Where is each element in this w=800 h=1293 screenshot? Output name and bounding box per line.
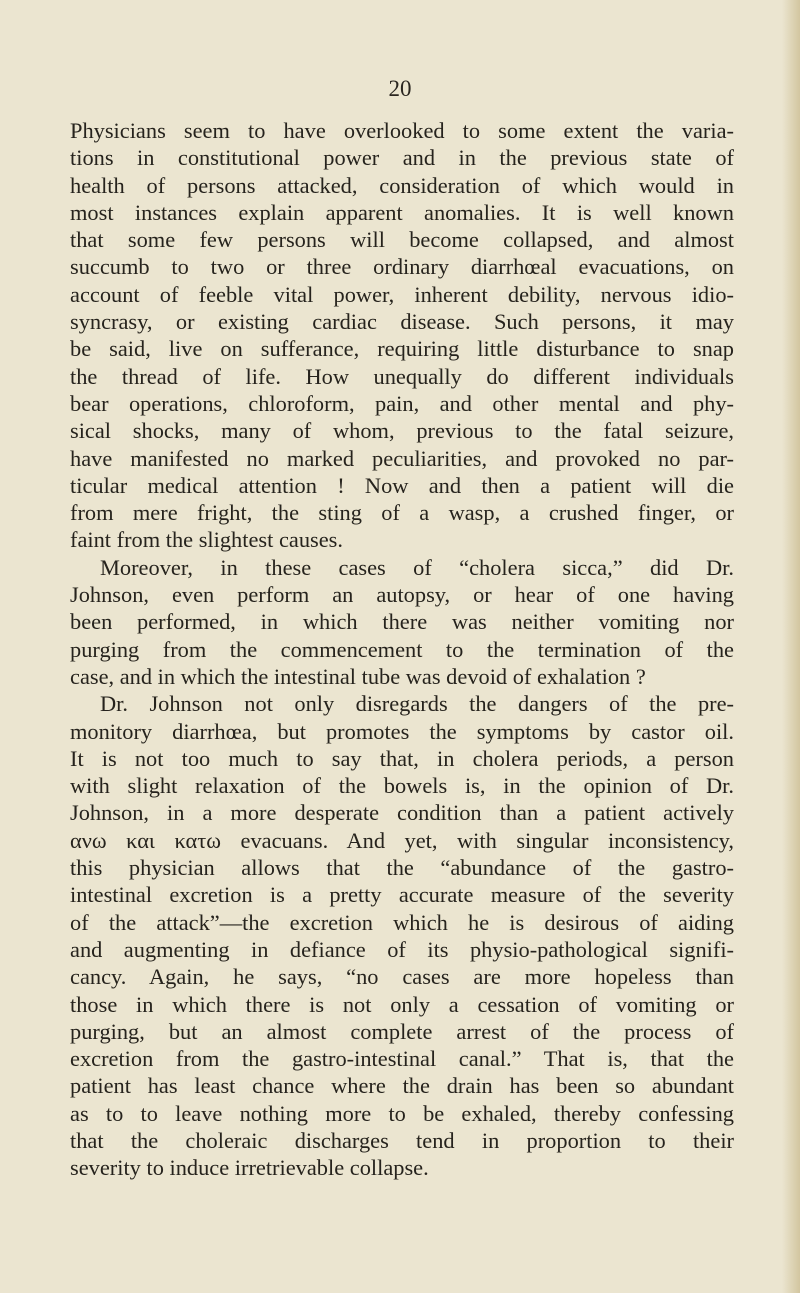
text-line: Johnson, in a more desperate condition than a patient actively [70,800,734,826]
page-number: 20 [388,76,412,101]
text-line: from mere fright, the sting of a wasp, a crushed finger, or [70,500,734,526]
text-line: faint from the slightest causes. [70,527,343,553]
text-line: case, and in which the intestinal tube was devoid of exhalation ? [70,663,646,689]
text-line: most instances explain apparent anomalies. It is well known [70,199,734,225]
text-line: intestinal excretion is a pretty accurate measure of the severity [70,882,734,908]
text-line: been performed, in which there was neither vomiting nor [70,609,734,635]
text-line: be said, live on sufferance, requiring little disturbance to snap [70,336,734,362]
text-line: tions in constitutional power and in the previous state of [70,145,734,171]
text-line: Johnson, even perform an autopsy, or hear of one having [70,582,734,608]
text-line: It is not too much to say that, in cholera periods, a person [70,745,734,771]
text-line: cancy. Again, he says, “no cases are more hopeless than [70,964,734,990]
text-line: patient has least chance where the drain has been so abundant [70,1073,734,1099]
text-line: this physician allows that the “abundance of the gastro- [70,855,734,881]
text-line: those in which there is not only a cessation of vomiting or [70,991,734,1017]
text-line: that some few persons will become collapsed, and almost [70,227,734,253]
text-line: that the choleraic discharges tend in proportion to their [70,1127,734,1153]
text-line: bear operations, chloroform, pain, and other mental and phy- [70,390,734,416]
text-line: the thread of life. How unequally do different individuals [70,363,734,389]
text-line: of the attack”—the excretion which he is desirous of aiding [70,909,734,935]
text-line: ανω και κατω evacuans. And yet, with singular inconsistency, [70,827,734,853]
text-line: ticular medical attention ! Now and then a patient will die [70,472,734,498]
text-line: have manifested no marked peculiarities, and provoked no par- [70,445,734,471]
text-line: monitory diarrhœa, but promotes the symptoms by castor oil. [70,718,734,744]
text-line: succumb to two or three ordinary diarrhœal evacuations, on [70,254,734,280]
text-line: Physicians seem to have overlooked to some extent the varia- [70,118,734,143]
text-line: and augmenting in defiance of its physio-pathological signifi- [70,936,734,962]
text-line: as to to leave nothing more to be exhaled, thereby confessing [70,1100,734,1126]
text-line: with slight relaxation of the bowels is, in the opinion of Dr. [70,773,734,799]
text-line: purging, but an almost complete arrest of the process of [70,1018,734,1044]
page-edge-shadow [782,0,800,1293]
text-line: syncrasy, or existing cardiac disease. Such persons, it may [70,309,734,335]
text-line: sical shocks, many of whom, previous to the fatal seizure, [70,418,734,444]
body-text [70,117,734,1182]
text-line: account of feeble vital power, inherent debility, nervous idio- [70,281,734,307]
text-line: Dr. Johnson not only disregards the dangers of the pre- [100,691,734,717]
text-line: Moreover, in these cases of “cholera sicca,” did Dr. [100,554,734,580]
text-line: purging from the commencement to the termination of the [70,636,734,662]
text-line: excretion from the gastro-intestinal canal.” That is, that the [70,1046,734,1072]
text-line: severity to induce irretrievable collapse. [70,1155,429,1181]
text-line: health of persons attacked, consideration of which would in [70,172,734,198]
